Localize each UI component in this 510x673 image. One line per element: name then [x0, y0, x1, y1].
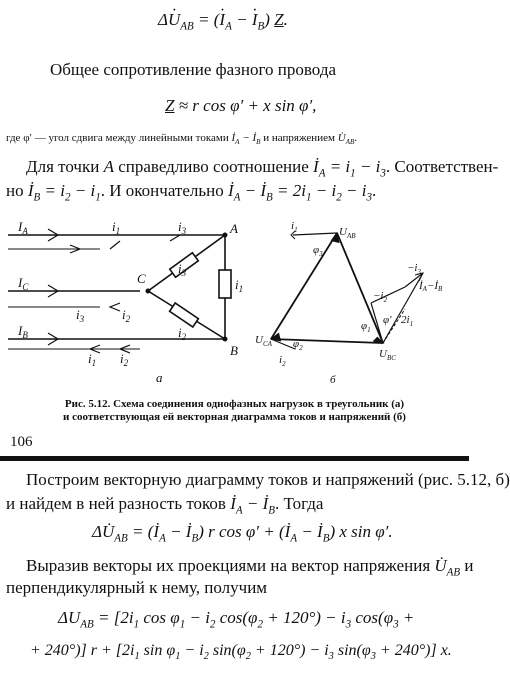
label-i1-top: $i_1$ [112, 219, 121, 236]
label-ia-ib: İA−İB [419, 280, 443, 293]
fig-label-a: а [156, 370, 163, 385]
paragraph-point-a-line1: Для точки A справедливо соотношение $İ_A = i_1 - i_3$. Соответствен- [26, 157, 499, 180]
label-2i1: $2i_1$ [401, 314, 414, 328]
node-a-dot [223, 233, 228, 238]
label-phi2: $\varphi_2$ [293, 338, 303, 352]
paragraph-total-resistance: Общее сопротивление фазного провода [50, 60, 337, 79]
page-separator [0, 456, 469, 461]
equation-final-line1: $\Delta U_{AB} = [2i_1$ $\cos \varphi_1 - i_2$ $\cos(\varphi_2 + 120^\circ) - i_3$ $\cos(\varphi_3$ + [58, 608, 415, 631]
label-i3-mid: $i_3$ [76, 307, 85, 324]
label-i3-top: $i_3$ [178, 219, 187, 236]
circuit-diagram [0, 215, 260, 385]
node-b: B [230, 343, 238, 358]
label-phi1: $\varphi_1$ [361, 320, 371, 334]
label-minus-i2: $-i_2$ [373, 290, 387, 304]
label-uab: $U_{AB}$ [339, 226, 356, 240]
node-b-dot [223, 337, 228, 342]
paragraph-build-line2: и найдем в ней разность токов $İ_A$ − $İ_B$. Тогда [6, 494, 324, 517]
label-i1-vec: $i_1$ [291, 220, 298, 234]
label-phi-prime: φ′ [383, 314, 392, 326]
label-i2-bot: $i_2$ [120, 351, 129, 368]
paragraph-express-line1: Выразив векторы их проекциями на вектор напряжения $U̇_{AB}$ и [26, 556, 474, 579]
equation-z: Z ≈ r cos φ′ + x sin φ′, [165, 96, 317, 115]
label-i1-branch: $i_1$ [235, 277, 244, 294]
fig-label-b: б [330, 374, 336, 386]
equation-delta: $\Delta U̇_{AB}$ = ($İ_A$ − $İ_B$) r $\cos \varphi' + (İ_A$ − $İ_B$) x sin φ′. [92, 522, 393, 545]
label-ib: $I_B$ [18, 323, 28, 340]
label-uca: $U_{CA}$ [255, 334, 272, 348]
label-ic: $I_C$ [18, 275, 29, 292]
figure-caption-line2: и соответствующая ей векторная диаграмма токов и напряжений (б) [63, 411, 406, 423]
label-minus-i3: $-i_3$ [407, 262, 421, 276]
label-i2-mid: $i_2$ [122, 307, 131, 324]
page-number: 106 [10, 434, 33, 450]
label-i2-branch: $i_2$ [178, 325, 187, 342]
equation-top: $\Delta\cdot U_{AB}$ = (· $I_A$ − · $I_B$) Z. [158, 10, 288, 32]
equation-final-line2: + 240°)] $r + [2i_1$ $\sin \varphi_1 - i_2$ $\sin(\varphi_2 + 120^\circ) - i_3$ $\sin(\varphi_3 + 240^\circ)$] x. [30, 642, 452, 663]
label-ubc: $U_{BC}$ [379, 348, 396, 362]
paragraph-express-line2: перпендикулярный к нему, получим [6, 578, 268, 597]
label-i3-branch: $i_3$ [178, 261, 187, 278]
figure-caption-line1: Рис. 5.12. Схема соединения однофазных нагрузок в треугольник (а) [64, 398, 405, 410]
node-a: A [230, 221, 238, 236]
node-c-dot [146, 289, 151, 294]
paragraph-point-a-line2: но $İ_B = i_2 - i_1$. И окончательно $İ_A$ − $İ_B = 2i_1 - i_2 - i_3$. [6, 181, 377, 204]
label-phi3: $\varphi_3$ [313, 244, 323, 258]
label-ia: $I_A$ [18, 219, 28, 236]
node-c: C [137, 271, 146, 286]
vector-diagram [255, 215, 465, 385]
note-phi: где φ′ — угол сдвига между линейными токами $İ_A$ − $İ_B$ и напряжением $U̇_{AB}$. [6, 132, 358, 147]
paragraph-build-line1: Построим векторную диаграмму токов и напряжений (рис. 5.12, б) [26, 470, 510, 489]
label-i1-bot: $i_1$ [88, 351, 97, 368]
label-i2-vec: $i_2$ [279, 354, 286, 368]
